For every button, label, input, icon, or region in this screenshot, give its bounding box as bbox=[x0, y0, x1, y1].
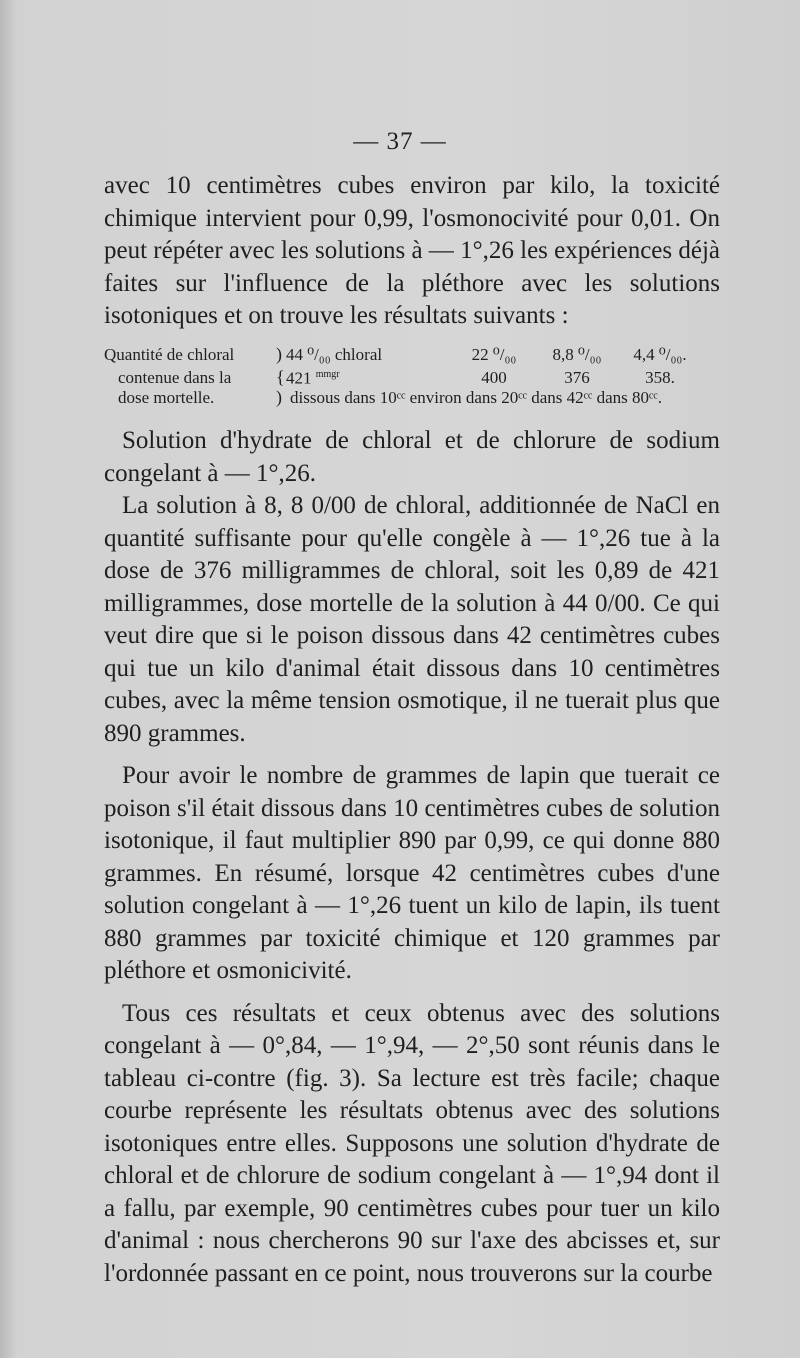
intro-paragraph: avec 10 centimètres cubes environ par kilo, la toxicité chimique intervient pour 0,99, l'osmonocivité pour 0,01. On peut répéter avec les solutions à — 1°,26 les expériences déjà faites sur l'influence de la pléthore avec les solutions isotoniques et on trouve les résultats suivants : bbox=[104, 172, 721, 329]
brace-bottom: ) bbox=[276, 386, 282, 407]
table-row-concentration bbox=[104, 345, 754, 365]
paragraph: Tous ces résultats et ceux obtenus avec des solutions congelant à — 0°,84, — 1°,94, — 2°,50 sont réunis dans le tableau ci-contre (fig. 3). Sa lecture est très facile; chaque courbe représente les résultats obtenus avec des solutions isotoniques entre elles. Supposons une solution d'hydrate de chloral et de chlorure de sodium congelant à — 1°,94 dont il a fallu, par exemple, 90 centimètres cubes pour tuer un kilo d'animal : nous chercherons 90 sur l'axe des abcisses et, sur l'ordonnée passant en ce point, nous trouverons sur la courbe bbox=[104, 999, 720, 1287]
table-row-dose bbox=[104, 365, 754, 388]
concentration-cell: 44 ⁰/₀₀ chloral bbox=[286, 345, 383, 364]
text-block-top bbox=[104, 170, 720, 333]
table-row-dissolution bbox=[104, 388, 754, 408]
row-label-line3: dose mortelle. bbox=[118, 387, 215, 407]
dose-cell: 376 bbox=[564, 368, 590, 388]
dose-cell: 400 bbox=[481, 368, 507, 388]
paragraph: Pour avoir le nombre de grammes de lapin que tuerait ce poison s'il était dissous dans 10 centimètres cubes de solution isotonique, il faut multiplier 890 par 0,99, ce qui donne 880 grammes. En résumé, lorsque 42 centimètres cubes d'une solution congelant à — 1°,26 tuent un kilo de lapin, ils tuent 880 grammes par toxicité chimique et 120 grammes par pléthore et osmonicivité. bbox=[104, 762, 720, 984]
concentration-cell: 8,8 ⁰/₀₀ bbox=[552, 345, 602, 364]
section-heading: Solution d'hydrate de chloral et de chlorure de sodium congelant à — 1°,26. bbox=[104, 427, 720, 487]
page-number: — 37 — bbox=[353, 128, 447, 155]
concentration-cell: 4,4 ⁰/₀₀. bbox=[633, 345, 687, 364]
row-label-line1: Quantité de chloral bbox=[104, 345, 235, 364]
concentration-cell: 22 ⁰/₀₀ bbox=[471, 345, 517, 364]
brace-middle: { bbox=[276, 367, 285, 388]
results-table bbox=[104, 345, 754, 407]
dose-value: 421 bbox=[286, 368, 312, 388]
brace-top: ) bbox=[276, 344, 282, 364]
dose-unit: mmgr bbox=[315, 368, 340, 380]
text-block-main bbox=[104, 425, 720, 1290]
paragraph: La solution à 8, 8 0/00 de chloral, additionnée de NaCl en quantité suffisante pour qu'elle congèle à — 1°,26 tue à la dose de 376 milligrammes de chloral, soit les 0,89 de 421 milligrammes, dose mortelle de la solution à 44 0/00. Ce qui veut dire que si le poison dissous dans 42 centimètres cubes qui tue un kilo d'animal était dissous dans 10 centimètres cubes, avec la même tension osmotique, il ne tuerait plus que 890 grammes. bbox=[104, 492, 720, 747]
dose-cell bbox=[286, 365, 454, 388]
dissolution-line: dissous dans 10ᶜᶜ environ dans 20ᶜᶜ dans 42ᶜᶜ dans 80ᶜᶜ. bbox=[290, 387, 662, 407]
dose-cell: 358. bbox=[645, 368, 675, 388]
row-label-line2: contenue dans la bbox=[118, 368, 232, 388]
